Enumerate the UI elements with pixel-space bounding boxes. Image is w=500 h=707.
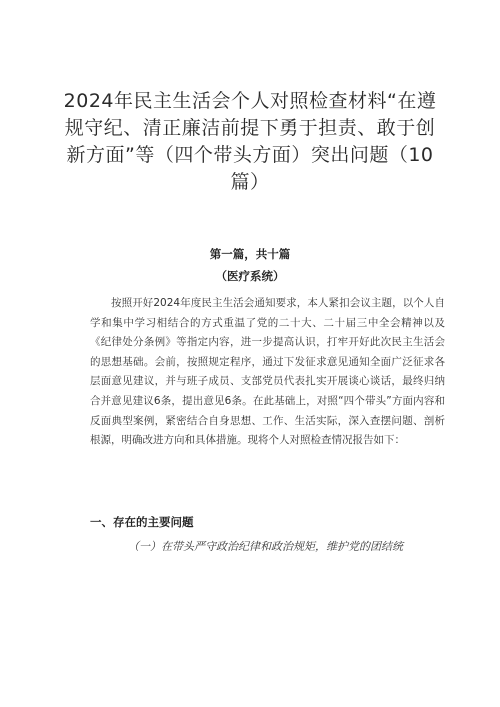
system-label: （医疗系统） bbox=[215, 269, 285, 283]
intro-paragraph: 按照开好2024年度民主生活会通知要求，本人紧扣会议主题，以个人自学和集中学习相结合的方式重温了党的二十大、二十届三中全会精神以及《纪律处分条例》等指定内容，进一步提高认识，打牢开好此次民主生活会的思想基础。会前，按照规定程序，通过下发征求意见通知全面广泛征求各层面意见建议，并与班子成员、支部党员代表扎实开展谈心谈话，最终归纳合并意见建议6条，提出意见6条。在此基础上，对照“四个带头”方面内容和反面典型案例，紧密结合自身思想、工作、生活实际，深入查摆问题、剖析根源，明确改进方向和具体措施。现将个人对照检查情况报告如下： bbox=[90, 297, 445, 447]
part-heading: 第一篇，共十篇 bbox=[209, 247, 291, 261]
section-heading-problems: 一、存在的主要问题 bbox=[90, 515, 194, 529]
document-title: 2024年民主生活会个人对照检查材料“在遵规守纪、清正廉洁前提下勇于担责、敢于创新方面”等（四个带头方面）突出问题（10篇） bbox=[63, 90, 437, 193]
subsection-heading-political-discipline: （一）在带头严守政治纪律和政治规矩，维护党的团结统 bbox=[128, 540, 403, 553]
